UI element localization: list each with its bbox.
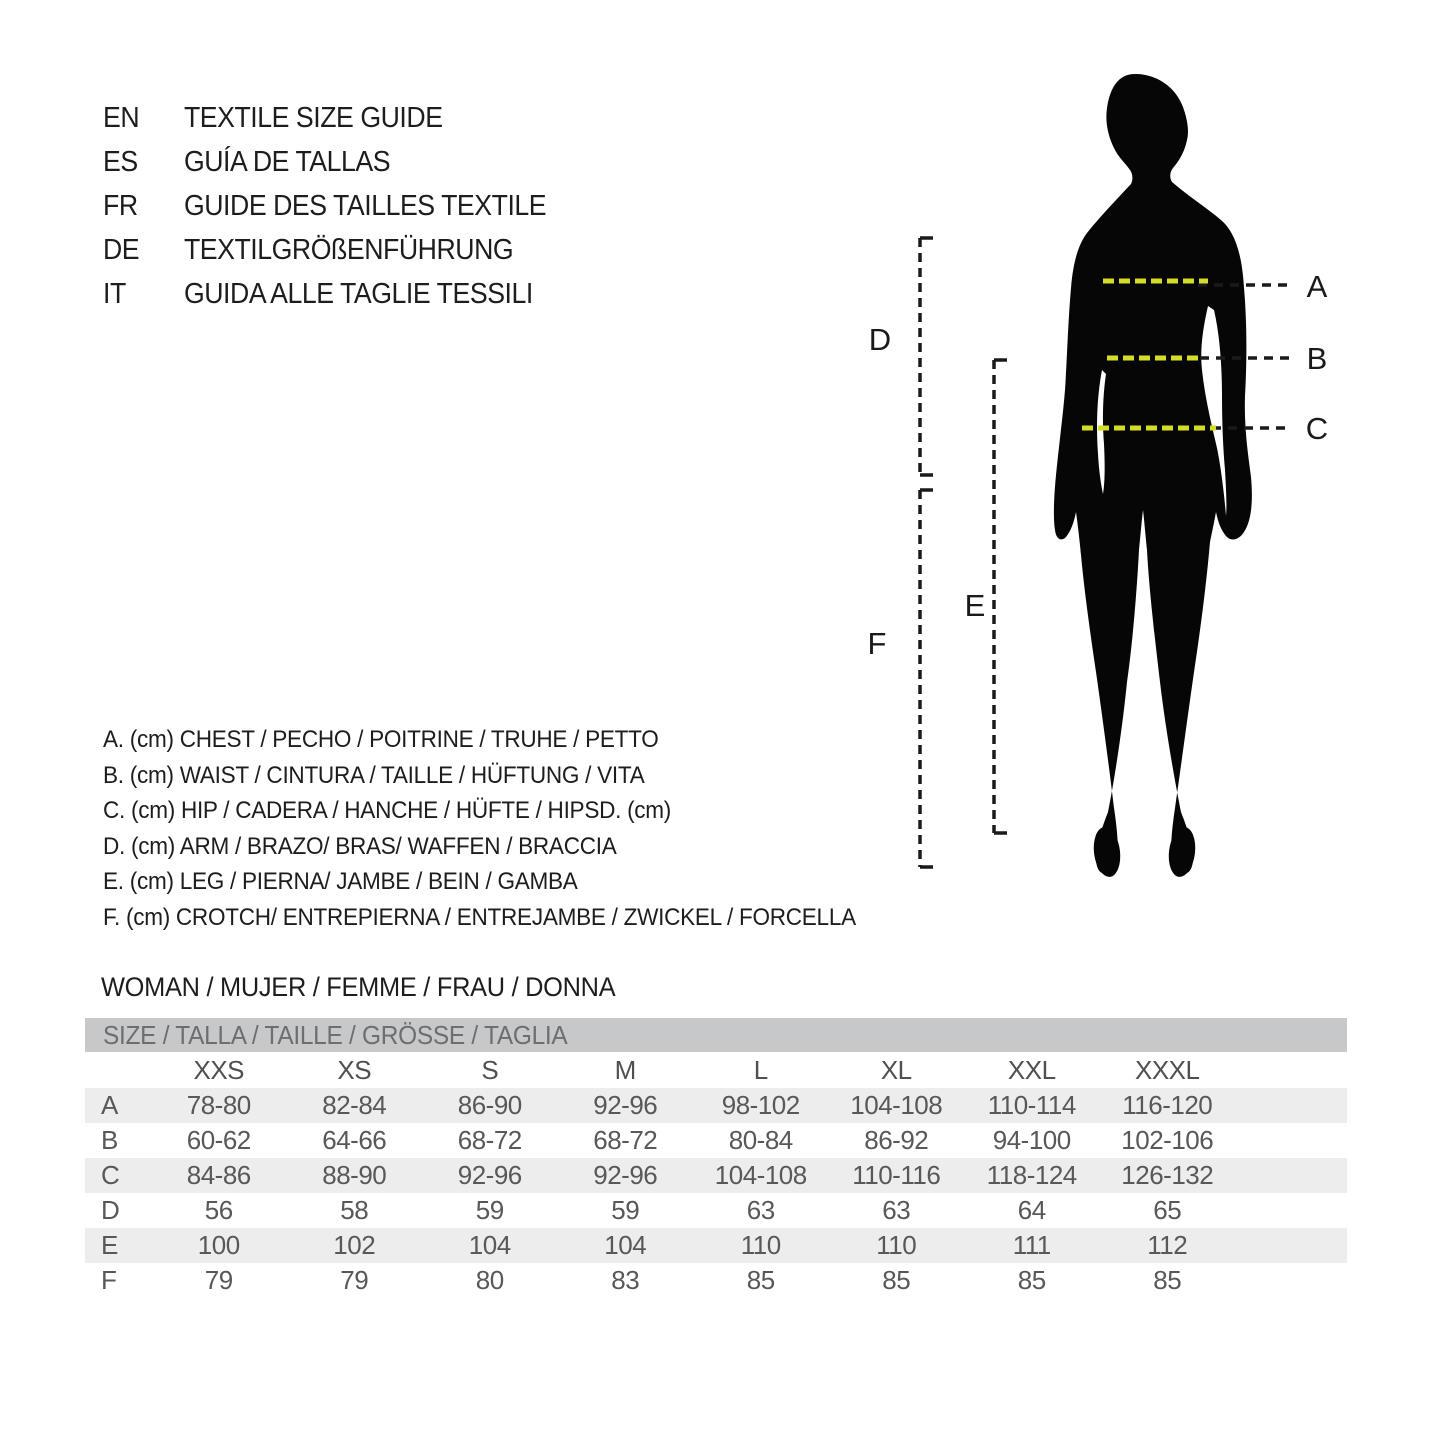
value-cell: 88-90	[322, 1160, 387, 1190]
value-cell: 56	[204, 1195, 233, 1225]
size-header-xxl: XXL	[1007, 1054, 1056, 1085]
value-cell: 79	[204, 1265, 233, 1295]
value-cell: 126-132	[1121, 1160, 1214, 1190]
table-row-b	[85, 1123, 1347, 1158]
value-cell: 92-96	[593, 1160, 658, 1190]
guide-title-es: GUÍA DE TALLAS	[183, 146, 391, 178]
table-row-c	[85, 1158, 1347, 1193]
language-code: EN	[103, 102, 140, 134]
value-cell: 85	[746, 1265, 775, 1295]
marker-letter-e: E	[964, 588, 986, 623]
value-cell: 112	[1147, 1230, 1188, 1260]
size-header-s: S	[481, 1054, 499, 1085]
value-cell: 79	[340, 1265, 369, 1295]
vertical-measure-lines	[920, 238, 1007, 867]
language-title-block	[103, 96, 585, 316]
language-code: FR	[103, 190, 138, 222]
value-cell: 104-108	[850, 1090, 943, 1120]
value-cell: 58	[340, 1195, 369, 1225]
language-row-fr	[103, 184, 546, 228]
size-header-xs: XS	[337, 1054, 372, 1085]
value-cell: 68-72	[457, 1125, 522, 1155]
value-cell: 100	[197, 1230, 240, 1260]
language-code: ES	[103, 146, 138, 178]
guide-title-fr: GUIDE DES TAILLES TEXTILE	[183, 190, 547, 222]
value-cell: 92-96	[593, 1090, 658, 1120]
guide-title-de: TEXTILGRÖßENFÜHRUNG	[183, 234, 514, 266]
body-measurement-diagram	[850, 60, 1400, 920]
value-cell: 63	[746, 1195, 775, 1225]
language-row-de	[103, 228, 546, 272]
value-cell: 111	[1012, 1230, 1051, 1260]
marker-letter-a: A	[1306, 269, 1328, 304]
value-cell: 59	[611, 1195, 640, 1225]
value-cell: 59	[475, 1195, 504, 1225]
value-cell: 83	[611, 1265, 640, 1295]
value-cell: 85	[882, 1265, 911, 1295]
legend-item-a: A. (cm) CHEST / PECHO / POITRINE / TRUHE / PETTO	[103, 726, 659, 753]
leg-measure-line-e	[994, 360, 1007, 833]
size-table-header-band	[85, 1018, 1347, 1052]
table-row-d	[85, 1193, 1347, 1228]
size-table-header-label: SIZE / TALLA / TAILLE / GRÖSSE / TAGLIA	[103, 1020, 568, 1050]
row-label-a: A	[101, 1090, 118, 1120]
value-cell: 110	[740, 1230, 781, 1260]
size-table-body	[85, 1052, 1347, 1298]
value-cell: 85	[1153, 1265, 1182, 1295]
size-header-row	[85, 1052, 1347, 1088]
value-cell: 65	[1153, 1195, 1182, 1225]
value-cell: 78-80	[186, 1090, 251, 1120]
legend-item-e: E. (cm) LEG / PIERNA/ JAMBE / BEIN / GAMBA	[103, 868, 578, 895]
row-label-d: D	[101, 1195, 120, 1225]
value-cell: 86-92	[864, 1125, 929, 1155]
marker-letter-b: B	[1306, 341, 1328, 376]
guide-title-en: TEXTILE SIZE GUIDE	[183, 102, 443, 134]
value-cell: 64	[1017, 1195, 1046, 1225]
value-cell: 110	[876, 1230, 917, 1260]
table-row-a	[85, 1088, 1347, 1123]
size-header-xxxl: XXXL	[1135, 1054, 1200, 1085]
marker-letter-d: D	[868, 322, 892, 357]
legend-item-d: D. (cm) ARM / BRAZO/ BRAS/ WAFFEN / BRACCIA	[103, 832, 617, 860]
value-cell: 92-96	[457, 1160, 522, 1190]
value-cell: 86-90	[457, 1090, 522, 1120]
language-row-it	[103, 272, 546, 316]
row-label-b: B	[101, 1125, 118, 1155]
table-row-f	[85, 1263, 1347, 1298]
language-code: DE	[103, 234, 140, 266]
value-cell: 116-120	[1122, 1090, 1213, 1120]
size-header-xxs: XXS	[193, 1054, 245, 1085]
value-cell: 64-66	[322, 1125, 387, 1155]
table-row-e	[85, 1228, 1347, 1263]
value-cell: 80-84	[728, 1125, 793, 1155]
language-row-es	[103, 140, 546, 184]
value-cell: 82-84	[322, 1090, 387, 1120]
row-label-e: E	[101, 1230, 118, 1260]
size-header-xl: XL	[880, 1054, 912, 1085]
value-cell: 102	[333, 1230, 376, 1260]
marker-letter-f: F	[867, 626, 887, 661]
value-cell: 104-108	[714, 1160, 807, 1190]
woman-silhouette-figure	[850, 60, 1400, 920]
arm-measure-line-d	[920, 238, 933, 475]
legend-item-b: B. (cm) WAIST / CINTURA / TAILLE / HÜFTUNG / VITA	[103, 761, 645, 789]
woman-silhouette	[1054, 74, 1252, 878]
row-label-c: C	[101, 1160, 120, 1190]
language-code: IT	[103, 278, 126, 310]
value-cell: 98-102	[721, 1090, 800, 1120]
value-cell: 110-114	[987, 1090, 1076, 1120]
legend-item-f: F. (cm) CROTCH/ ENTREPIERNA / ENTREJAMBE / ZWICKEL / FORCELLA	[103, 903, 856, 931]
value-cell: 84-86	[186, 1160, 251, 1190]
measurement-legend	[103, 722, 904, 935]
value-cell: 85	[1017, 1265, 1046, 1295]
value-cell: 60-62	[186, 1125, 251, 1155]
language-row-en	[103, 96, 546, 140]
value-cell: 94-100	[992, 1125, 1071, 1155]
size-header-m: M	[614, 1054, 636, 1085]
value-cell: 80	[475, 1265, 504, 1295]
value-cell: 110-116	[852, 1160, 941, 1190]
legend-item-c: C. (cm) HIP / CADERA / HANCHE / HÜFTE / HIPSD. (cm)	[103, 797, 672, 824]
value-cell: 104	[604, 1230, 647, 1260]
size-table	[85, 1018, 1347, 1298]
size-header-l: L	[753, 1054, 768, 1085]
value-cell: 102-106	[1121, 1125, 1214, 1155]
value-cell: 68-72	[593, 1125, 658, 1155]
crotch-measure-line-f	[920, 490, 933, 867]
group-title-woman: WOMAN / MUJER / FEMME / FRAU / DONNA	[101, 972, 616, 1002]
value-cell: 63	[882, 1195, 911, 1225]
value-cell: 118-124	[986, 1160, 1077, 1190]
value-cell: 104	[468, 1230, 511, 1260]
marker-letter-c: C	[1305, 411, 1329, 446]
guide-title-it: GUIDA ALLE TAGLIE TESSILI	[183, 278, 533, 310]
row-label-f: F	[101, 1265, 117, 1295]
